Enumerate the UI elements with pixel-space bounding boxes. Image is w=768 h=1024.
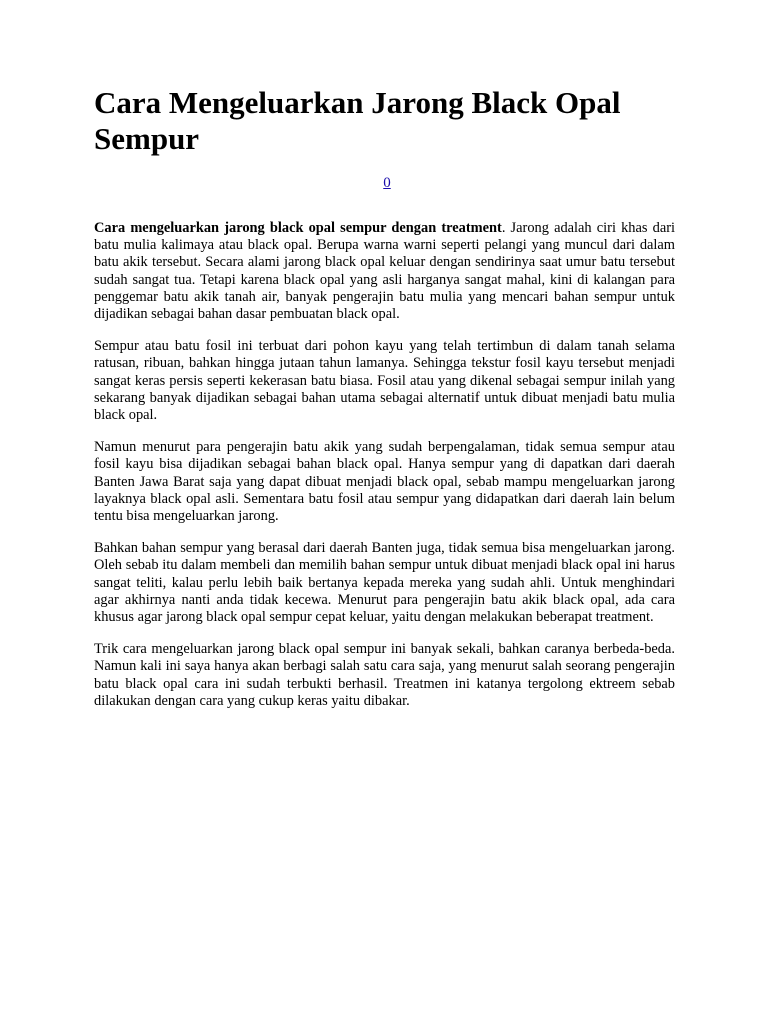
article-title: Cara Mengeluarkan Jarong Black Opal Sempur bbox=[94, 85, 621, 156]
comment-count-link[interactable]: 0 bbox=[383, 175, 391, 191]
article-body bbox=[94, 220, 675, 725]
paragraph-3: Namun menurut para pengerajin batu akik yang sudah berpengalaman, tidak semua sempur atau fosil kayu bisa dijadikan sebagai bahan black opal. Hanya sempur yang di dapatkan dari daerah Banten Jawa Barat saja yang dapat dibuat menjadi black opal, sebab mampu mengeluarkan jarong layaknya black opal asli. Sementara batu fosil atau sempur yang didapatkan dari daerah lain belum tentu bisa mengeluarkan jarong. bbox=[94, 439, 675, 525]
lead-rest-text: . Jarong adalah ciri khas dari batu mulia kalimaya atau black opal. Berupa warna warni seperti pelangi yang muncul dari dalam batu akik tersebut. Secara alami jarong black opal keluar dengan sendirinya saat umur batu tersebut sudah sangat tua. Tetapi karena black opal yang asli harganya sangat mahal, kini di kalangan para penggemar batu akik tanah air, banyak pengerajin batu mulia yang mencari bahan sempur untuk dijadikan sebagai bahan dasar pembuatan black opal. bbox=[94, 220, 675, 323]
paragraph-1 bbox=[94, 220, 675, 323]
comment-count-container bbox=[0, 174, 768, 192]
paragraph-5: Trik cara mengeluarkan jarong black opal sempur ini banyak sekali, bahkan caranya berbeda-beda. Namun kali ini saya hanya akan berbagi salah satu cara saja, yang menurut salah seorang pengerajin batu black opal cara ini sudah terbukti berhasil. Treatmen ini katanya tergolong ektreem sebab dilakukan dengan cara yang cukup keras yaitu dibakar. bbox=[94, 641, 675, 709]
paragraph-2: Sempur atau batu fosil ini terbuat dari pohon kayu yang telah tertimbun di dalam tanah selama ratusan, ribuan, bahkan hingga jutaan tahun lamanya. Sehingga tekstur fosil kayu tersebut menjadi sangat keras persis seperti kekerasan batu biasa. Fosil atau yang dikenal sebagai sempur inilah yang sekarang banyak dijadikan sebagai bahan utama sebagai alternatif untuk dibuat menjadi batu mulia black opal. bbox=[94, 338, 675, 424]
paragraph-4: Bahkan bahan sempur yang berasal dari daerah Banten juga, tidak semua bisa mengeluarkan jarong. Oleh sebab itu dalam membeli dan memilih bahan sempur untuk dibuat menjadi black opal ini harus sangat teliti, kalau perlu lebih baik bertanya kepada mereka yang sudah ahli. Untuk menghindari agar akhirnya nanti anda tidak kecewa. Menurut para pengerajin batu akik black opal, ada cara khusus agar jarong black opal sempur cepat keluar, yaitu dengan melakukan beberapat treatment. bbox=[94, 540, 675, 626]
lead-bold-text: Cara mengeluarkan jarong black opal sempur dengan treatment bbox=[94, 220, 502, 236]
